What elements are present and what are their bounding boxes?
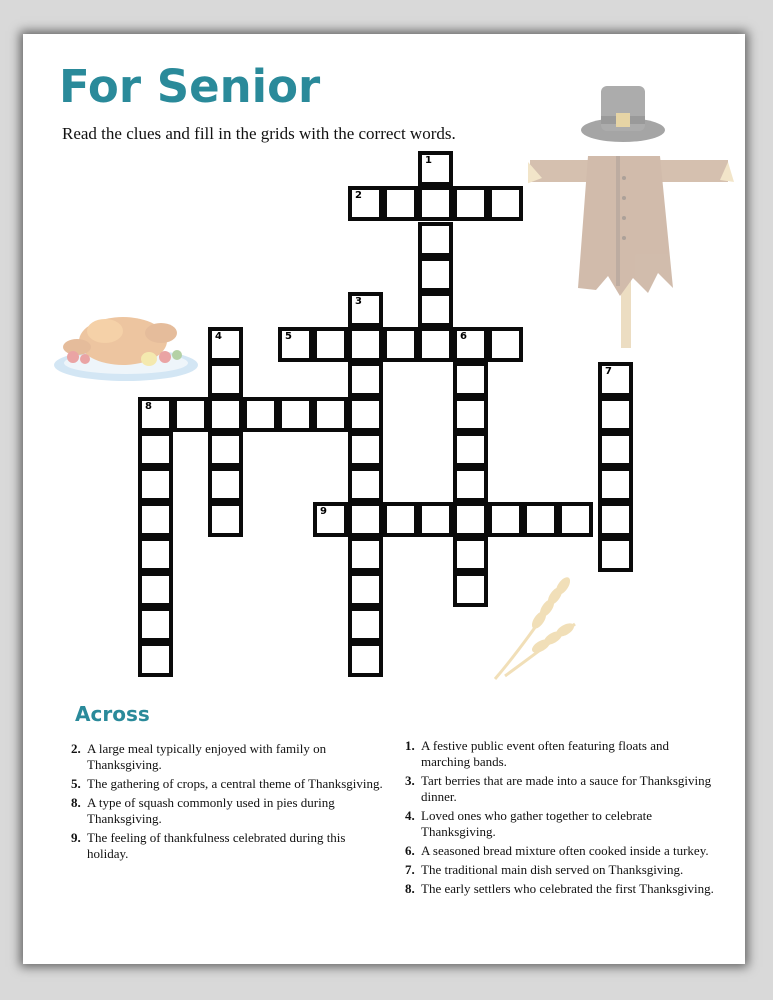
grid-cell[interactable] [598, 502, 633, 537]
grid-cell[interactable] [313, 397, 348, 432]
grid-cell[interactable] [383, 502, 418, 537]
grid-cell[interactable] [418, 222, 453, 257]
clue-item [405, 773, 715, 805]
grid-cell[interactable] [453, 467, 488, 502]
clue-item-number: 3. [405, 773, 415, 788]
grid-cell[interactable] [208, 362, 243, 397]
clue-item-text: The feeling of thankfulness celebrated during this holiday. [87, 830, 346, 861]
grid-cell[interactable] [348, 642, 383, 677]
clue-item [405, 881, 715, 897]
clue-item [71, 741, 383, 773]
grid-cell[interactable] [208, 467, 243, 502]
grid-cell[interactable] [348, 607, 383, 642]
grid-cell[interactable] [313, 502, 348, 537]
clue-item-text: Loved ones who gather together to celebrate Thanksgiving. [421, 808, 653, 839]
grid-cell[interactable] [348, 292, 383, 327]
grid-cell[interactable] [453, 572, 488, 607]
grid-cell[interactable] [418, 186, 453, 221]
grid-cell[interactable] [383, 186, 418, 221]
grid-cell[interactable] [138, 642, 173, 677]
clue-item-number: 5. [71, 776, 81, 791]
grid-cell[interactable] [558, 502, 593, 537]
clue-item [71, 776, 383, 792]
grid-cell[interactable] [383, 327, 418, 362]
clue-item-number: 4. [405, 808, 415, 823]
grid-cell[interactable] [208, 502, 243, 537]
clue-number: 9 [320, 506, 327, 517]
clue-item-text: A festive public event often featuring floats and marching bands. [421, 738, 670, 769]
clue-number: 2 [355, 190, 362, 201]
clue-number: 3 [355, 296, 362, 307]
clue-number: 4 [215, 331, 222, 342]
grid-cell[interactable] [598, 467, 633, 502]
clue-list-right [405, 738, 715, 900]
clue-number: 6 [460, 331, 467, 342]
clue-item-number: 8. [71, 795, 81, 810]
grid-cell[interactable] [453, 537, 488, 572]
grid-cell[interactable] [348, 397, 383, 432]
clue-number: 7 [605, 366, 612, 377]
crossword-grid [23, 34, 745, 694]
instructions-text: Read the clues and fill in the grids with the correct words. [62, 124, 456, 143]
grid-cell[interactable] [138, 397, 173, 432]
grid-cell[interactable] [453, 397, 488, 432]
across-heading: Across [75, 702, 150, 726]
clue-number: 5 [285, 331, 292, 342]
grid-cell[interactable] [208, 397, 243, 432]
clue-item-number: 7. [405, 862, 415, 877]
clue-item-text: Tart berries that are made into a sauce for Thanksgiving dinner. [421, 773, 712, 804]
grid-cell[interactable] [138, 432, 173, 467]
grid-cell[interactable] [418, 327, 453, 362]
grid-cell[interactable] [243, 397, 278, 432]
grid-cell[interactable] [418, 292, 453, 327]
clue-item-number: 6. [405, 843, 415, 858]
grid-cell[interactable] [348, 467, 383, 502]
grid-cell[interactable] [418, 151, 453, 186]
grid-cell[interactable] [348, 572, 383, 607]
clue-item [405, 862, 715, 878]
grid-cell[interactable] [348, 432, 383, 467]
grid-cell[interactable] [598, 397, 633, 432]
clue-item [71, 795, 383, 827]
grid-cell[interactable] [348, 362, 383, 397]
grid-cell[interactable] [173, 397, 208, 432]
clue-item-text: A type of squash commonly used in pies during Thanksgiving. [87, 795, 335, 826]
grid-cell[interactable] [488, 186, 523, 221]
clue-item-text: The early settlers who celebrated the first Thanksgiving. [421, 881, 714, 896]
grid-cell[interactable] [278, 327, 313, 362]
grid-cell[interactable] [138, 572, 173, 607]
page-title: For Senior [59, 60, 321, 113]
grid-cell[interactable] [453, 327, 488, 362]
clue-item-text: The gathering of crops, a central theme of Thanksgiving. [87, 776, 383, 791]
grid-cell[interactable] [488, 327, 523, 362]
clue-item-number: 9. [71, 830, 81, 845]
clue-item-text: The traditional main dish served on Thanksgiving. [421, 862, 684, 877]
clue-item-number: 1. [405, 738, 415, 753]
clue-item [405, 808, 715, 840]
grid-cell[interactable] [418, 502, 453, 537]
grid-cell[interactable] [598, 537, 633, 572]
grid-cell[interactable] [208, 327, 243, 362]
grid-cell[interactable] [453, 432, 488, 467]
grid-cell[interactable] [138, 502, 173, 537]
grid-cell[interactable] [138, 607, 173, 642]
grid-cell[interactable] [348, 537, 383, 572]
clue-number: 8 [145, 401, 152, 412]
grid-cell[interactable] [598, 432, 633, 467]
grid-cell[interactable] [453, 502, 488, 537]
clue-number: 1 [425, 155, 432, 166]
grid-cell[interactable] [488, 502, 523, 537]
grid-cell[interactable] [348, 327, 383, 362]
grid-cell[interactable] [348, 186, 383, 221]
worksheet-page [23, 34, 745, 964]
clue-item-number: 8. [405, 881, 415, 896]
grid-cell[interactable] [523, 502, 558, 537]
grid-cell[interactable] [418, 257, 453, 292]
grid-cell[interactable] [453, 362, 488, 397]
clue-item [405, 738, 715, 770]
clue-item-text: A seasoned bread mixture often cooked inside a turkey. [421, 843, 709, 858]
grid-cell[interactable] [138, 467, 173, 502]
grid-cell[interactable] [348, 502, 383, 537]
grid-cell[interactable] [598, 362, 633, 397]
grid-cell[interactable] [453, 186, 488, 221]
clue-list-left [71, 741, 383, 865]
clue-item-number: 2. [71, 741, 81, 756]
clue-item-text: A large meal typically enjoyed with family on Thanksgiving. [87, 741, 327, 772]
grid-cell[interactable] [208, 432, 243, 467]
clue-item [405, 843, 715, 859]
grid-cell[interactable] [278, 397, 313, 432]
grid-cell[interactable] [138, 537, 173, 572]
grid-cell[interactable] [313, 327, 348, 362]
clue-item [71, 830, 383, 862]
